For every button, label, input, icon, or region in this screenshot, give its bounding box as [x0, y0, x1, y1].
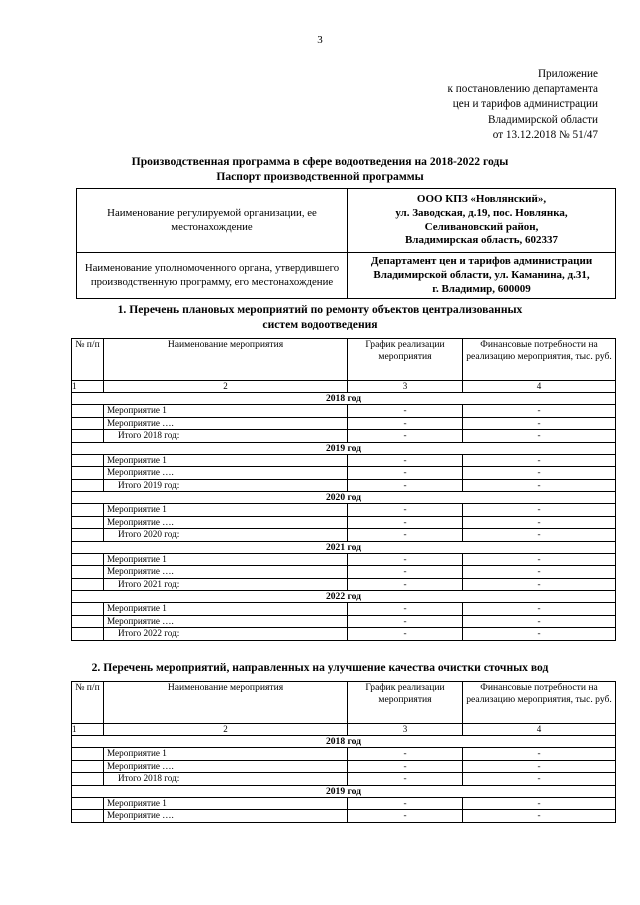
measure-name: Итого 2020 год:	[104, 529, 348, 542]
table-row	[72, 430, 616, 443]
finance-value: -	[463, 603, 616, 616]
schedule-value: -	[348, 773, 463, 786]
schedule-value: -	[348, 467, 463, 480]
year-label: 2018 год	[72, 393, 616, 405]
page-number: 3	[317, 34, 323, 46]
year-label: 2018 год	[72, 736, 616, 748]
col-index: 2	[104, 381, 348, 393]
schedule-value: -	[348, 615, 463, 628]
row-number	[72, 603, 104, 616]
cleaning-measures-table	[71, 681, 616, 823]
finance-value: -	[463, 628, 616, 641]
year-row	[72, 541, 616, 553]
row-number	[72, 578, 104, 591]
schedule-value: -	[348, 553, 463, 566]
finance-value: -	[463, 417, 616, 430]
year-label: 2019 год	[72, 442, 616, 454]
measure-name: Мероприятие ….	[104, 467, 348, 480]
program-title: Производственная программа в сфере водоотведения на 2018-2022 годы	[131, 155, 509, 168]
section2-title: 2. Перечень мероприятий, направленных на улучшение качества очистки сточных вод	[91, 661, 549, 674]
table-row	[72, 504, 616, 517]
measure-name: Итого 2022 год:	[104, 628, 348, 641]
passport-org-line: Селивановский район,	[424, 220, 539, 233]
finance-value: -	[463, 615, 616, 628]
measure-name: Мероприятие 1	[104, 797, 348, 810]
schedule-value: -	[348, 566, 463, 579]
table-row	[72, 760, 616, 773]
col-schedule-header: График реализации мероприятия	[348, 339, 463, 381]
appendix-block	[447, 67, 598, 143]
finance-value: -	[463, 516, 616, 529]
table-row	[72, 405, 616, 418]
passport-authority-line: Департамент цен и тарифов администрации	[370, 255, 593, 267]
schedule-value: -	[348, 516, 463, 529]
passport-org-line: ООО КПЗ «Новлянский»,	[416, 192, 547, 205]
row-number	[72, 797, 104, 810]
finance-value: -	[463, 810, 616, 823]
appendix-line: к постановлению департамента	[447, 83, 598, 96]
passport-authority-line: г. Владимир, 600009	[432, 282, 531, 295]
appendix-line: цен и тарифов администрации	[452, 98, 598, 111]
measure-name: Мероприятие 1	[104, 454, 348, 467]
finance-value: -	[463, 797, 616, 810]
passport-org-line: Владимирская область, 602337	[404, 234, 559, 247]
finance-value: -	[463, 773, 616, 786]
col-index: 4	[463, 381, 616, 393]
measure-name: Мероприятие ….	[104, 760, 348, 773]
finance-value: -	[463, 748, 616, 761]
col-finance-header: Финансовые потребности на реализацию мероприятия, тыс. руб.	[463, 339, 616, 381]
row-number	[72, 516, 104, 529]
finance-value: -	[463, 553, 616, 566]
measure-name: Мероприятие ….	[104, 417, 348, 430]
table-row	[72, 797, 616, 810]
row-number	[72, 479, 104, 492]
year-label: 2021 год	[72, 541, 616, 553]
row-number	[72, 566, 104, 579]
table-row	[72, 628, 616, 641]
col-index: 1	[72, 724, 104, 736]
measure-name: Мероприятие 1	[104, 748, 348, 761]
row-number	[72, 748, 104, 761]
schedule-value: -	[348, 417, 463, 430]
schedule-value: -	[348, 748, 463, 761]
schedule-value: -	[348, 797, 463, 810]
year-label: 2019 год	[72, 785, 616, 797]
measure-name: Мероприятие 1	[104, 603, 348, 616]
col-index: 4	[463, 724, 616, 736]
year-row	[72, 591, 616, 603]
finance-value: -	[463, 454, 616, 467]
measure-name: Итого 2018 год:	[104, 430, 348, 443]
finance-value: -	[463, 529, 616, 542]
schedule-value: -	[348, 454, 463, 467]
section1-title-line: 1. Перечень плановых мероприятий по ремонту объектов централизованных	[117, 303, 523, 316]
measure-name: Итого 2021 год:	[104, 578, 348, 591]
passport-org-line: ул. Заводская, д.19, пос. Новлянка,	[395, 206, 568, 219]
row-number	[72, 430, 104, 443]
col-schedule-header: График реализации мероприятия	[348, 682, 463, 724]
col-index: 2	[104, 724, 348, 736]
row-number	[72, 504, 104, 517]
measure-name: Мероприятие ….	[104, 615, 348, 628]
table-row	[72, 578, 616, 591]
measure-name: Итого 2019 год:	[104, 479, 348, 492]
finance-value: -	[463, 479, 616, 492]
table-row	[72, 615, 616, 628]
row-number	[72, 467, 104, 480]
table-row	[72, 467, 616, 480]
table-row	[72, 748, 616, 761]
finance-value: -	[463, 504, 616, 517]
schedule-value: -	[348, 529, 463, 542]
col-number-header: № п/п	[72, 682, 104, 724]
appendix-line: Приложение	[537, 68, 598, 80]
passport-table	[76, 188, 616, 299]
measure-name: Мероприятие ….	[104, 810, 348, 823]
row-number	[72, 417, 104, 430]
col-index: 3	[348, 724, 463, 736]
passport-org-value	[348, 189, 616, 253]
row-number	[72, 773, 104, 786]
table-row	[72, 810, 616, 823]
row-number	[72, 628, 104, 641]
schedule-value: -	[348, 504, 463, 517]
col-index: 1	[72, 381, 104, 393]
schedule-value: -	[348, 603, 463, 616]
col-number-header: № п/п	[72, 339, 104, 381]
finance-value: -	[463, 405, 616, 418]
schedule-value: -	[348, 628, 463, 641]
section1-title	[0, 303, 640, 332]
table-row	[72, 773, 616, 786]
col-name-header: Наименование мероприятия	[104, 339, 348, 381]
schedule-value: -	[348, 479, 463, 492]
row-number	[72, 760, 104, 773]
row-number	[72, 553, 104, 566]
row-number	[72, 615, 104, 628]
section1-title-line: систем водоотведения	[262, 317, 378, 331]
passport-authority-value	[348, 253, 616, 299]
year-row	[72, 492, 616, 504]
table-row	[72, 516, 616, 529]
schedule-value: -	[348, 405, 463, 418]
table-row	[72, 553, 616, 566]
year-row	[72, 785, 616, 797]
row-number	[72, 454, 104, 467]
schedule-value: -	[348, 578, 463, 591]
repair-measures-table	[71, 338, 616, 641]
appendix-line: от 13.12.2018 № 51/47	[492, 128, 598, 141]
finance-value: -	[463, 578, 616, 591]
row-number	[72, 810, 104, 823]
table-row	[72, 566, 616, 579]
table-row	[72, 454, 616, 467]
table-row	[72, 603, 616, 616]
passport-authority-line: Владимирской области, ул. Каманина, д.31,	[373, 268, 590, 281]
row-number	[72, 529, 104, 542]
row-number	[72, 405, 104, 418]
table-row	[72, 479, 616, 492]
schedule-value: -	[348, 760, 463, 773]
measure-name: Мероприятие 1	[104, 405, 348, 418]
passport-title: Паспорт производственной программы	[216, 170, 424, 183]
passport-org-label: Наименование регулируемой организации, ее местонахождение	[77, 189, 348, 253]
finance-value: -	[463, 430, 616, 443]
measure-name: Мероприятие ….	[104, 566, 348, 579]
table-row	[72, 417, 616, 430]
finance-value: -	[463, 760, 616, 773]
schedule-value: -	[348, 810, 463, 823]
schedule-value: -	[348, 430, 463, 443]
year-row	[72, 736, 616, 748]
measure-name: Мероприятие ….	[104, 516, 348, 529]
finance-value: -	[463, 467, 616, 480]
col-index: 3	[348, 381, 463, 393]
col-finance-header: Финансовые потребности на реализацию мероприятия, тыс. руб.	[463, 682, 616, 724]
finance-value: -	[463, 566, 616, 579]
table-row	[72, 529, 616, 542]
measure-name: Итого 2018 год:	[104, 773, 348, 786]
year-row	[72, 442, 616, 454]
measure-name: Мероприятие 1	[104, 553, 348, 566]
passport-authority-label: Наименование уполномоченного органа, утвердившего производственную программу, его местонахождение	[77, 253, 348, 299]
measure-name: Мероприятие 1	[104, 504, 348, 517]
year-label: 2022 год	[72, 591, 616, 603]
year-row	[72, 393, 616, 405]
col-name-header: Наименование мероприятия	[104, 682, 348, 724]
year-label: 2020 год	[72, 492, 616, 504]
appendix-line: Владимирской области	[488, 113, 598, 126]
